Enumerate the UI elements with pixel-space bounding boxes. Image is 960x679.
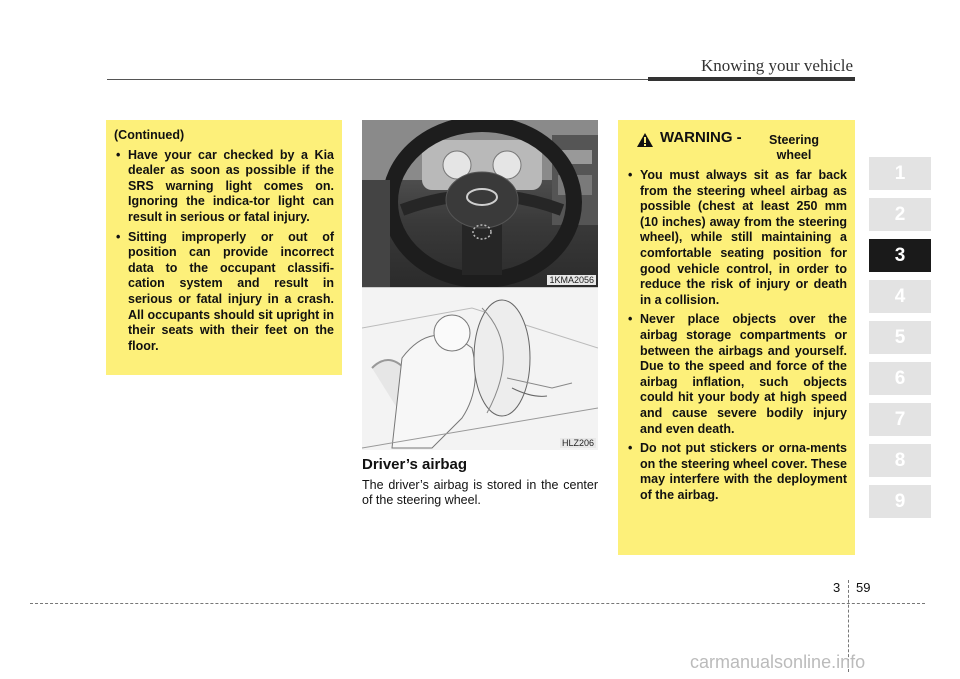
header-rule-accent xyxy=(648,77,855,81)
warning-bullet: • Do not put stickers or orna-ments on the steering wheel cover. These may interfere with the deployment of the airbag. xyxy=(626,441,847,503)
chapter-tabs xyxy=(869,157,931,526)
footer-rule xyxy=(30,603,925,604)
warning-subject: Steering wheel xyxy=(768,133,819,162)
header-title: Knowing your vehicle xyxy=(700,56,853,75)
warning-bullet: • You must always sit as far back from the steering wheel airbag as possible (chest at least 250 mm (10 inches) away from the steering wheel), while still maintaining a comfortable seating position for good vehicle control, in order to reduce the risk of injury or death in a collision. xyxy=(626,168,847,308)
section-body: The driver’s airbag is stored in the center of the steering wheel. xyxy=(362,478,598,507)
warning-header xyxy=(626,130,847,164)
chapter-tab-4[interactable]: 4 xyxy=(869,280,931,313)
chapter-tab-3[interactable]: 3 xyxy=(869,239,931,272)
chapter-tab-9[interactable]: 9 xyxy=(869,485,931,518)
continued-bullet: • Sitting improperly or out of position can provide incorrect data to the occupant classifi-cation system and result in serious or fatal injury in a crash. All occupants should sit upright in their seats with their feet on the floor. xyxy=(114,230,334,355)
steering-wheel-photo xyxy=(362,120,598,287)
chapter-tab-1[interactable]: 1 xyxy=(869,157,931,190)
steering-wheel-illustration xyxy=(362,120,598,287)
section-heading: Driver’s airbag xyxy=(362,456,468,473)
footer-chapter-number: 3 xyxy=(833,580,841,595)
warning-bullet: • Never place objects over the airbag storage compartments or between the airbags and yourself. Due to the speed and force of the airbag inflation, such objects could hit your body at high speed and cause severe bodily injury and even death. xyxy=(626,312,847,437)
warning-box xyxy=(618,120,855,555)
continued-caution-box xyxy=(106,120,342,375)
warning-word: WARNING - xyxy=(660,129,742,146)
watermark: carmanualsonline.info xyxy=(690,652,866,672)
continued-bullet: • Have your car checked by a Kia dealer as soon as possible if the SRS warning light comes on. Ignoring the indica-tor light can result in serious or fatal injury. xyxy=(114,148,334,226)
figure-code: HLZ206 xyxy=(561,438,594,448)
continued-label: (Continued) xyxy=(114,128,185,142)
chapter-tab-8[interactable]: 8 xyxy=(869,444,931,477)
figure-code: 1KMA2056 xyxy=(549,275,594,285)
chapter-tab-2[interactable]: 2 xyxy=(869,198,931,231)
footer-page-number: 59 xyxy=(856,580,871,595)
airbag-deployment-illustration xyxy=(362,287,598,450)
chapter-tab-7[interactable]: 7 xyxy=(869,403,931,436)
warning-triangle-icon xyxy=(636,132,654,148)
airbag-line-drawing xyxy=(362,288,598,450)
chapter-tab-6[interactable]: 6 xyxy=(869,362,931,395)
chapter-tab-5[interactable]: 5 xyxy=(869,321,931,354)
